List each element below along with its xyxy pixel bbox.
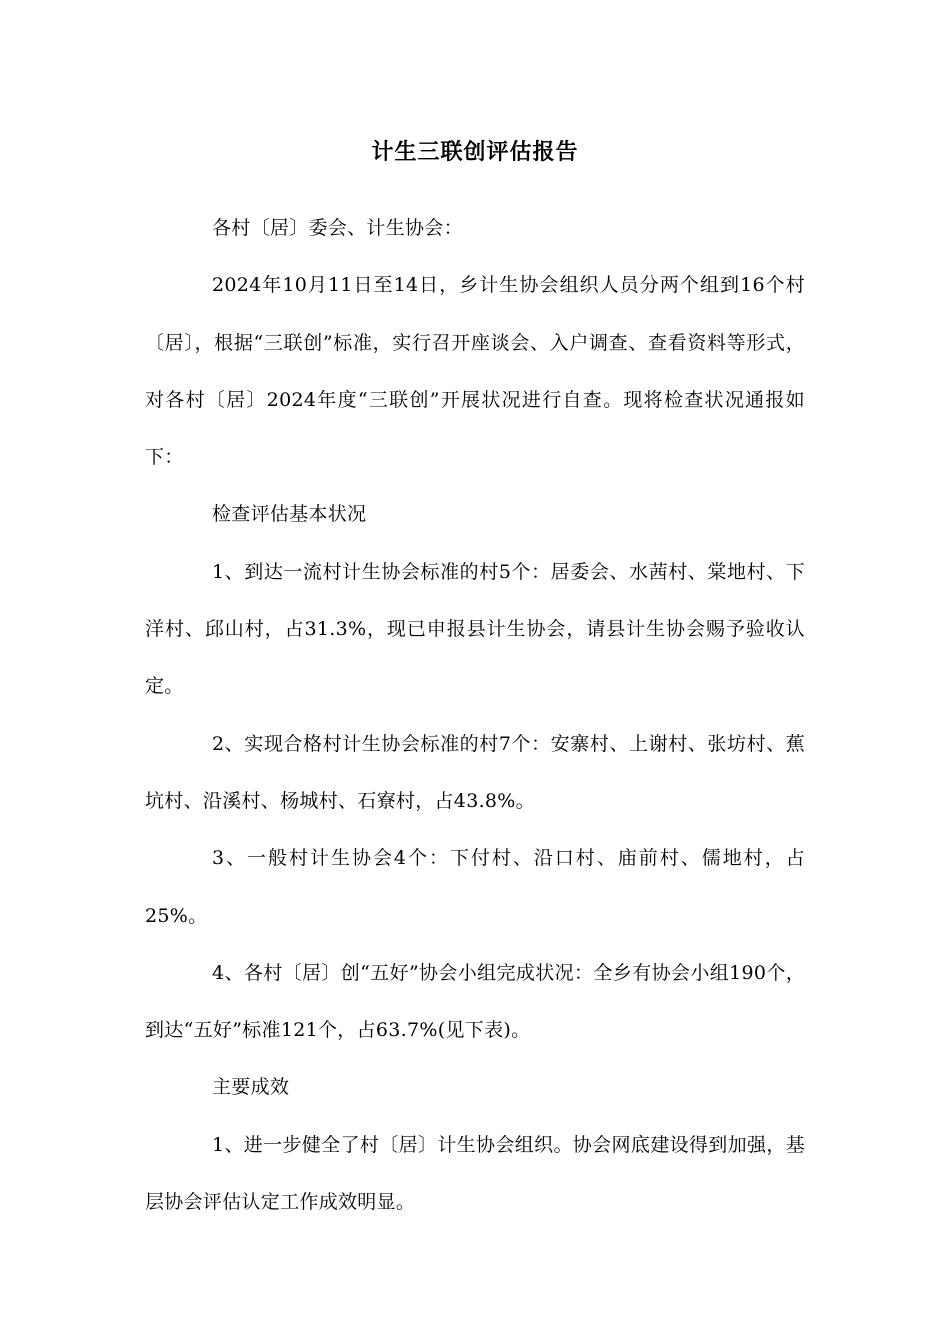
item-paragraph-3: 3、一般村计生协会4个：下付村、沿口村、庙前村、儒地村，占25%。 <box>145 847 805 927</box>
item-paragraph-1: 1、到达一流村计生协会标准的村5个：居委会、水茜村、棠地村、下洋村、邱山村，占31.3%，现已申报县计生协会，请县计生协会赐予验收认定。 <box>145 560 805 698</box>
section-heading-basic-status: 检查评估基本状况 <box>212 503 367 526</box>
intro-paragraph: 2024年10月11日至14日，乡计生协会组织人员分两个组到16个村〔居〕，根据“三联创”标准，实行召开座谈会、入户调查、查看资料等形式，对各村〔居〕2024年度“三联创”开展状况进行自查。现将检查状况通报如下： <box>145 274 805 469</box>
document-body <box>145 200 805 1231</box>
result-paragraph-1: 1、进一步健全了村〔居〕计生协会组织。协会网底建设得到加强，基层协会评估认定工作成效明显。 <box>145 1133 805 1214</box>
item-paragraph-4: 4、各村〔居〕创“五好”协会小组完成状况：全乡有协会小组190个，到达“五好”标准121个，占63.7%(见下表)。 <box>145 961 805 1042</box>
salutation-paragraph: 各村〔居〕委会、计生协会： <box>212 217 463 239</box>
item-paragraph-2: 2、实现合格村计生协会标准的村7个：安寨村、上谢村、张坊村、蕉坑村、沿溪村、杨城村、石寮村，占43.8%。 <box>145 732 805 812</box>
section-heading-main-results: 主要成效 <box>212 1076 290 1099</box>
document-title: 计生三联创评估报告 <box>371 140 579 165</box>
